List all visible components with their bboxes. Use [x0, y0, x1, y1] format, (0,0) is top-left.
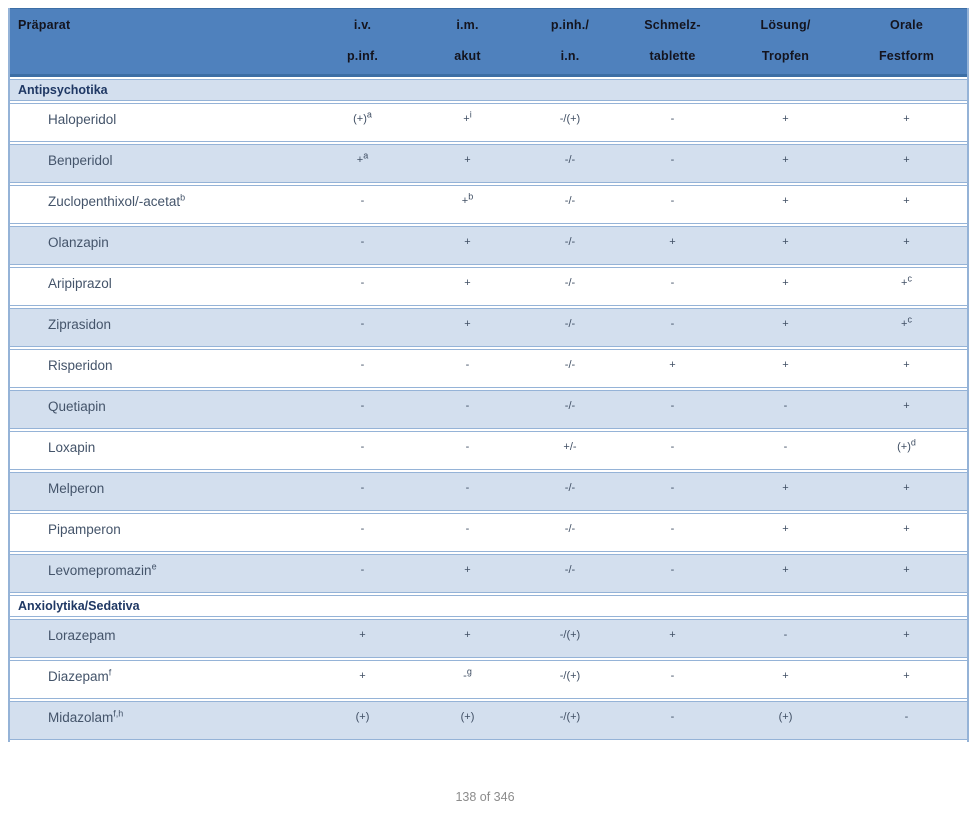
footnote-marker: c [907, 273, 912, 284]
table-row [10, 472, 967, 511]
availability-value: + [669, 236, 676, 248]
availability-value: - [670, 441, 675, 453]
column-header-label: Tropfen [761, 49, 810, 63]
availability-value: -/- [564, 154, 576, 166]
availability-value: + [464, 564, 471, 576]
availability-value: -$^g$ [463, 666, 472, 682]
drug-name: Benperidol [48, 153, 113, 168]
table-row [10, 103, 967, 142]
availability-value: - [670, 277, 675, 289]
availability-value: +/- [563, 441, 577, 453]
availability-value: - [465, 400, 470, 412]
table-row [10, 308, 967, 347]
availability-value: + [903, 523, 910, 535]
availability-value: - [783, 441, 788, 453]
availability-value: +$^i$ [463, 109, 472, 125]
drug-name: Haloperidol [48, 112, 117, 127]
availability-value: -/- [564, 195, 576, 207]
drug-name: Midazolam$^{f,h}$ [48, 708, 124, 725]
availability-value: + [903, 400, 910, 412]
availability-value: - [670, 195, 675, 207]
availability-value: + [782, 277, 789, 289]
availability-value: +$^b$ [461, 191, 474, 207]
availability-value: - [360, 318, 365, 330]
availability-value: -/- [564, 400, 576, 412]
availability-value: - [360, 195, 365, 207]
availability-value: -/- [564, 359, 576, 371]
availability-value: +$^c$ [901, 314, 912, 330]
section-title: Antipsychotika [18, 83, 108, 97]
column-header-loesung-tropfen [725, 9, 846, 74]
table-row [10, 701, 967, 740]
drug-name: Lorazepam [48, 628, 116, 643]
availability-value: - [360, 400, 365, 412]
column-header-orale-festform [846, 9, 967, 74]
availability-value: +$^a$ [356, 150, 369, 166]
table-row [10, 390, 967, 429]
availability-value: - [360, 359, 365, 371]
availability-value: + [903, 154, 910, 166]
availability-value: - [465, 482, 470, 494]
availability-value: + [782, 523, 789, 535]
column-header-label: i.m. [456, 18, 479, 32]
availability-value: + [464, 318, 471, 330]
availability-value: - [670, 564, 675, 576]
column-header-label: Lösung/ [760, 18, 811, 32]
availability-value: -/- [564, 236, 576, 248]
availability-value: + [464, 236, 471, 248]
availability-value: + [782, 195, 789, 207]
availability-value: -/- [564, 277, 576, 289]
availability-value: - [670, 113, 675, 125]
table-row [10, 513, 967, 552]
drug-name: Zuclopenthixol/-acetat$^b$ [48, 192, 186, 209]
table-header-row [10, 8, 967, 77]
availability-value: + [782, 359, 789, 371]
availability-value: - [360, 482, 365, 494]
table-row [10, 185, 967, 224]
column-header-label: akut [454, 49, 481, 63]
availability-value: + [903, 195, 910, 207]
section-header-row [10, 595, 967, 617]
footnote-marker: d [910, 437, 916, 448]
drug-name: Pipamperon [48, 522, 121, 537]
availability-value: $(+)^d$ [897, 437, 916, 453]
availability-value: -/- [564, 523, 576, 535]
availability-value: - [670, 400, 675, 412]
availability-value: + [782, 670, 789, 682]
column-header-label: i.v. [353, 18, 372, 32]
availability-value: + [782, 236, 789, 248]
availability-value: - [670, 523, 675, 535]
availability-value: + [669, 359, 676, 371]
page-indicator: 138 of 346 [455, 790, 515, 804]
availability-value: - [783, 629, 788, 641]
drug-name: Diazepam$^f$ [48, 667, 112, 684]
footnote-marker: b [180, 192, 186, 203]
drug-name: Ziprasidon [48, 317, 112, 332]
column-header-label: Schmelz- [644, 18, 701, 32]
availability-value: + [903, 670, 910, 682]
availability-value: + [464, 629, 471, 641]
table-row [10, 619, 967, 658]
table-row [10, 267, 967, 306]
availability-value: - [465, 359, 470, 371]
availability-value: -/(+) [559, 670, 581, 682]
column-header-label: Festform [878, 49, 935, 63]
column-header-label: p.inf. [346, 49, 379, 63]
footnote-marker: f,h [113, 708, 124, 719]
availability-value: + [903, 359, 910, 371]
availability-value: -/- [564, 564, 576, 576]
table-row [10, 226, 967, 265]
availability-value: - [360, 441, 365, 453]
footnote-marker: f [108, 667, 112, 678]
table-row [10, 660, 967, 699]
drug-name: Melperon [48, 481, 105, 496]
column-header-label: p.inh./ [550, 18, 590, 32]
availability-value: (+) [778, 711, 793, 723]
availability-value: - [670, 711, 675, 723]
column-header-im-akut [415, 9, 520, 74]
footnote-marker: g [466, 666, 472, 677]
availability-value: - [360, 236, 365, 248]
availability-value: + [782, 154, 789, 166]
availability-value: + [359, 629, 366, 641]
availability-value: + [903, 564, 910, 576]
availability-value: (+) [460, 711, 475, 723]
column-header-label: i.n. [560, 49, 580, 63]
table-row [10, 144, 967, 183]
availability-value: + [359, 670, 366, 682]
footnote-marker: c [907, 314, 912, 325]
drug-name: Olanzapin [48, 235, 109, 250]
availability-value: + [903, 482, 910, 494]
drug-name: Aripiprazol [48, 276, 112, 291]
footnote-marker: e [151, 561, 157, 572]
column-header-label: tablette [649, 49, 696, 63]
column-header-label: Präparat [18, 18, 71, 32]
availability-value: -/- [564, 318, 576, 330]
drug-name: Loxapin [48, 440, 96, 455]
availability-value: - [465, 441, 470, 453]
availability-value: + [782, 113, 789, 125]
column-header-pinh-in [520, 9, 620, 74]
table-row [10, 349, 967, 388]
availability-value: - [783, 400, 788, 412]
availability-value: -/(+) [559, 113, 581, 125]
availability-value: + [903, 629, 910, 641]
footnote-marker: a [366, 109, 372, 120]
availability-value: + [464, 277, 471, 289]
availability-value: - [670, 670, 675, 682]
availability-value: - [465, 523, 470, 535]
column-header-iv-pinf [310, 9, 415, 74]
availability-value: - [670, 482, 675, 494]
drug-name: Levomepromazin$^e$ [48, 561, 157, 578]
column-header-schmelztablette [620, 9, 725, 74]
drug-name: Quetiapin [48, 399, 106, 414]
section-title: Anxiolytika/Sedativa [18, 599, 140, 613]
availability-value: + [782, 564, 789, 576]
column-header-praeparat [10, 9, 310, 74]
table-row [10, 554, 967, 593]
footnote-marker: a [363, 150, 369, 161]
column-header-label: Orale [890, 18, 923, 32]
availability-value: -/(+) [559, 629, 581, 641]
availability-value: -/- [564, 482, 576, 494]
availability-value: -/(+) [559, 711, 581, 723]
availability-value: - [670, 154, 675, 166]
availability-value: - [360, 277, 365, 289]
availability-value: + [782, 482, 789, 494]
availability-value: + [464, 154, 471, 166]
footnote-marker: i [469, 109, 472, 120]
availability-value: +$^c$ [901, 273, 912, 289]
availability-value: + [903, 236, 910, 248]
availability-value: $(+)^a$ [353, 109, 372, 125]
drug-name: Risperidon [48, 358, 113, 373]
availability-value: + [669, 629, 676, 641]
availability-value: - [360, 523, 365, 535]
availability-value: + [782, 318, 789, 330]
section-header-row [10, 79, 967, 101]
table-row [10, 431, 967, 470]
availability-value: (+) [355, 711, 370, 723]
table-body [10, 79, 967, 740]
availability-value: - [670, 318, 675, 330]
availability-value: - [904, 711, 909, 723]
medication-availability-table [8, 8, 969, 742]
availability-value: + [903, 113, 910, 125]
footnote-marker: b [468, 191, 474, 202]
availability-value: - [360, 564, 365, 576]
